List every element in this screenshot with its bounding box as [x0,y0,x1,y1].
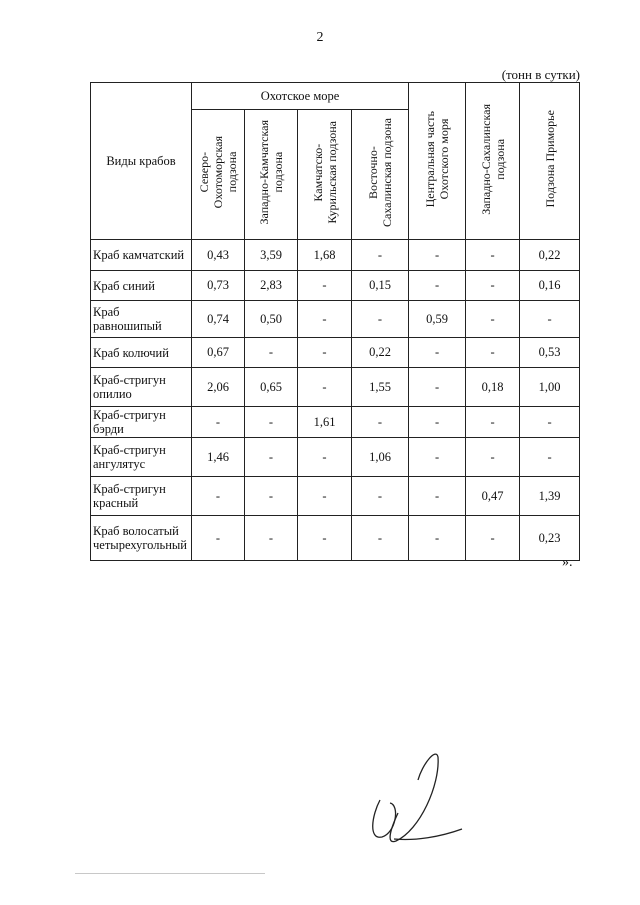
signature-icon [360,745,470,860]
okhotsk-sea-group-header: Охотское море [192,83,409,110]
table-row [91,438,580,477]
species-name-cell: Краб колючий [91,338,192,368]
value-cell: 2,06 [192,368,245,407]
value-cell: - [520,301,580,338]
value-cell: - [409,407,466,438]
value-cell: 0,15 [352,271,409,301]
value-cell: - [298,516,352,561]
value-cell: - [352,477,409,516]
value-cell: - [466,438,520,477]
value-cell: - [298,368,352,407]
value-cell: - [466,301,520,338]
table-row [91,516,580,561]
table-row [91,271,580,301]
table-row [91,240,580,271]
value-cell: 0,74 [192,301,245,338]
value-cell: - [298,338,352,368]
closing-quote-mark: ». [562,555,573,570]
value-cell: - [245,516,298,561]
species-name-cell: Краб камчатский [91,240,192,271]
value-cell: - [520,407,580,438]
subzone-header-east-sakhalin: Восточно- Сахалинская подзона [352,110,409,240]
value-cell: - [298,477,352,516]
species-name-cell: Краб-стригун красный [91,477,192,516]
value-cell: - [192,516,245,561]
value-cell: - [409,338,466,368]
value-cell: - [352,301,409,338]
value-cell: 0,18 [466,368,520,407]
value-cell: 2,83 [245,271,298,301]
value-cell: - [409,516,466,561]
value-cell: - [466,240,520,271]
footer-rule [75,873,265,874]
subzone-header-kamchatka-kuril: Камчатско- Курильская подзона [298,110,352,240]
value-cell: - [298,301,352,338]
table-row [91,338,580,368]
page-number: 2 [316,30,324,45]
value-cell: 1,55 [352,368,409,407]
species-column-header: Виды крабов [91,83,192,240]
value-cell: 0,43 [192,240,245,271]
value-cell: - [466,516,520,561]
value-cell: - [409,271,466,301]
value-cell: - [466,338,520,368]
value-cell: 1,06 [352,438,409,477]
value-cell: - [409,368,466,407]
zone-header-central-okhotsk: Центральная часть Охотского моря [409,83,466,240]
value-cell: 0,53 [520,338,580,368]
species-name-cell: Краб-стригун бэрди [91,407,192,438]
value-cell: 0,59 [409,301,466,338]
units-label: (тонн в сутки) [501,67,580,82]
value-cell: 3,59 [245,240,298,271]
value-cell: 0,65 [245,368,298,407]
value-cell: - [352,407,409,438]
species-name-cell: Краб-стригун ангулятус [91,438,192,477]
value-cell: 1,61 [298,407,352,438]
subzone-header-north-okhotsk: Северо- Охотоморская подзона [192,110,245,240]
value-cell: 0,22 [352,338,409,368]
value-cell: 1,46 [192,438,245,477]
value-cell: 0,67 [192,338,245,368]
zone-header-primorye: Подзона Приморье [520,83,580,240]
species-name-cell: Краб-стригун опилио [91,368,192,407]
value-cell: - [245,438,298,477]
value-cell: - [245,477,298,516]
value-cell: - [409,438,466,477]
value-cell: 0,50 [245,301,298,338]
crab-catch-table [90,82,580,561]
value-cell: 0,22 [520,240,580,271]
value-cell: 0,23 [520,516,580,561]
value-cell: - [245,338,298,368]
value-cell: - [409,240,466,271]
value-cell: 0,47 [466,477,520,516]
value-cell: 0,16 [520,271,580,301]
value-cell: 1,39 [520,477,580,516]
value-cell: - [466,271,520,301]
value-cell: 1,00 [520,368,580,407]
value-cell: - [192,407,245,438]
value-cell: - [352,240,409,271]
table-row [91,477,580,516]
value-cell: - [298,271,352,301]
species-name-cell: Краб волосатый четырехугольный [91,516,192,561]
value-cell: - [409,477,466,516]
value-cell: - [192,477,245,516]
value-cell: - [520,438,580,477]
value-cell: - [298,438,352,477]
table-body [91,240,580,561]
zone-header-west-sakhalin: Западно-Сахалинская подзона [466,83,520,240]
subzone-header-west-kamchatka: Западно-Камчатская подзона [245,110,298,240]
value-cell: 1,68 [298,240,352,271]
value-cell: 0,73 [192,271,245,301]
table-row [91,368,580,407]
table-row [91,301,580,338]
value-cell: - [466,407,520,438]
species-name-cell: Краб синий [91,271,192,301]
species-name-cell: Краб равношипый [91,301,192,338]
value-cell: - [245,407,298,438]
table-row [91,407,580,438]
value-cell: - [352,516,409,561]
